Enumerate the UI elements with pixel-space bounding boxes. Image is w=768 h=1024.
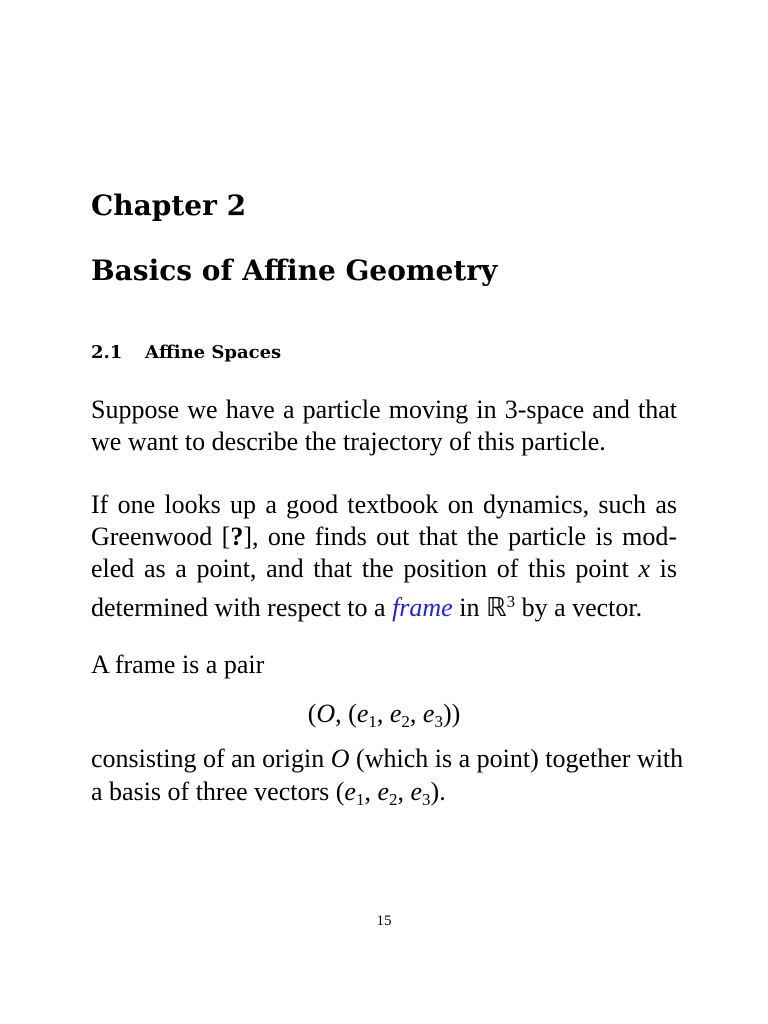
math-paren: )) xyxy=(442,699,461,728)
paragraph-1-line-2: we want to describe the trajectory of this particle. xyxy=(91,427,606,456)
math-basis-vector: e xyxy=(410,777,423,806)
math-paren: ( xyxy=(307,699,317,728)
math-basis-vector: e xyxy=(377,777,389,806)
text-run: Greenwood [ xyxy=(91,522,231,551)
text-run: ). xyxy=(430,777,446,806)
math-basis-vector: e xyxy=(389,699,402,728)
text-run: is xyxy=(650,554,678,583)
text-run: consisting of an origin xyxy=(91,744,331,773)
text-run: a basis of three vectors ( xyxy=(91,777,345,806)
text-run: in xyxy=(452,593,486,622)
math-origin: O xyxy=(316,699,336,728)
math-basis-vector: e xyxy=(344,777,356,806)
paragraph-2-line-1: If one looks up a good textbook on dynamics, such as xyxy=(91,490,677,519)
paragraph-2-line-3 xyxy=(91,553,677,585)
math-subscript: 1 xyxy=(368,712,377,731)
math-separator: , ( xyxy=(335,699,357,728)
paragraph-3-line-1: A frame is a pair xyxy=(91,650,265,679)
math-real-space: ℝ xyxy=(485,593,507,622)
text-run: (which is a point) together with xyxy=(349,744,684,773)
chapter-title: Basics of Affine Geometry xyxy=(91,254,498,287)
math-variable-O: O xyxy=(330,744,350,773)
math-comma: , xyxy=(409,699,423,728)
citation-ref[interactable]: ? xyxy=(230,522,244,551)
math-basis-vector: e xyxy=(356,699,369,728)
math-comma: , xyxy=(376,699,390,728)
paragraph-1-line-1: Suppose we have a particle moving in 3-space and that xyxy=(91,395,677,424)
paragraph-2-line-2 xyxy=(91,521,677,553)
frame-link[interactable]: frame xyxy=(392,593,453,622)
math-subscript: 1 xyxy=(355,790,365,809)
section-heading xyxy=(91,340,281,366)
section-title: Affine Spaces xyxy=(145,342,282,363)
math-subscript: 3 xyxy=(422,790,431,809)
text-run: ], one finds out that the particle is mod- xyxy=(243,522,677,551)
chapter-label: Chapter 2 xyxy=(91,189,247,222)
text-run: eled as a point, and that the position of this point xyxy=(91,554,639,583)
text-run: by a vector. xyxy=(515,593,643,622)
math-variable-x: x xyxy=(638,554,650,583)
paragraph-4-line-1 xyxy=(91,743,684,775)
paragraph-4-line-2 xyxy=(91,776,446,816)
text-run: determined with respect to a xyxy=(91,593,393,622)
page-number: 15 xyxy=(376,913,392,929)
math-basis-vector: e xyxy=(422,699,435,728)
section-number: 2.1 xyxy=(91,342,123,363)
math-exponent: 3 xyxy=(506,592,516,611)
display-equation xyxy=(0,697,768,739)
math-subscript: 2 xyxy=(389,790,398,809)
math-subscript: 3 xyxy=(434,712,443,731)
paragraph-2-line-4 xyxy=(91,586,642,624)
math-comma: , xyxy=(364,777,378,806)
math-comma: , xyxy=(397,777,411,806)
math-subscript: 2 xyxy=(401,712,410,731)
